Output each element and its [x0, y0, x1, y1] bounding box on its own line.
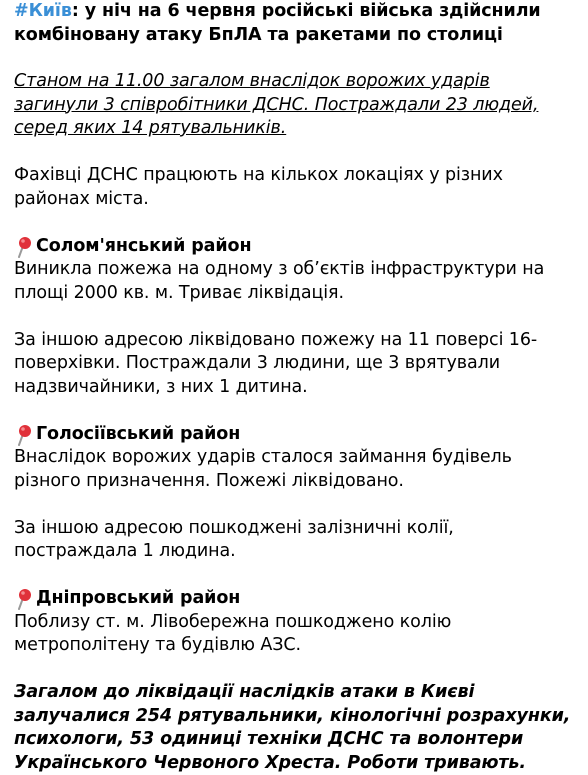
hashtag-link[interactable]: #Київ	[14, 1, 72, 21]
district-dniprovskyi	[14, 587, 574, 658]
headline-text: : у ніч на 6 червня російські війська здійснили комбіновану атаку БпЛА та ракетами по столиці	[14, 1, 541, 45]
casualty-note: Станом на 11.00 загалом внаслідок ворожих ударів загинули 3 співробітники ДСНС. Постраждали 23 людей, серед яких 14 рятувальників.	[14, 71, 539, 138]
district-paragraph: За іншою адресою пошкоджені залізничні колії, постраждала 1 людина.	[14, 517, 454, 561]
summary-text: Загалом до ліквідації наслідків атаки в Києві залучалися 254 рятувальники, кінологічні розрахунки, психологи, 53 одиниці техніки ДСНС та волонтери Українського Червоного Хреста. Роботи тривають.	[14, 682, 571, 773]
district-title	[14, 423, 574, 447]
district-name: Голосіївський район	[36, 423, 241, 444]
district-paragraph: Поблизу ст. м. Лівобережна пошкоджено колію метрополітену та будівлю АЗС.	[14, 611, 452, 655]
district-solomianskyi	[14, 235, 574, 306]
district-name: Дніпровський район	[36, 588, 241, 608]
intro-text: Фахівці ДСНС працюють на кількох локаціях у різних районах міста.	[14, 165, 503, 209]
district-paragraph: За іншою адресою ліквідовано пожежу на 11 поверсі 16-поверхівки. Постраждали 3 людини, ще 3 врятували надзвичайники, з них 1 дитина.	[14, 329, 538, 397]
district-holosiivskyi	[14, 423, 574, 494]
district-title	[14, 587, 574, 611]
district-paragraph: Виникла пожежа на одному з об’єктів інфраструктури на площі 2000 кв. м. Триває ліквідація.	[14, 259, 545, 303]
district-paragraph: Внаслідок ворожих ударів сталося займання будівель різного призначення. Пожежі ліквідовано.	[14, 447, 512, 491]
district-title	[14, 235, 574, 259]
post-headline	[14, 0, 574, 47]
district-name: Солом'янський район	[36, 235, 252, 256]
